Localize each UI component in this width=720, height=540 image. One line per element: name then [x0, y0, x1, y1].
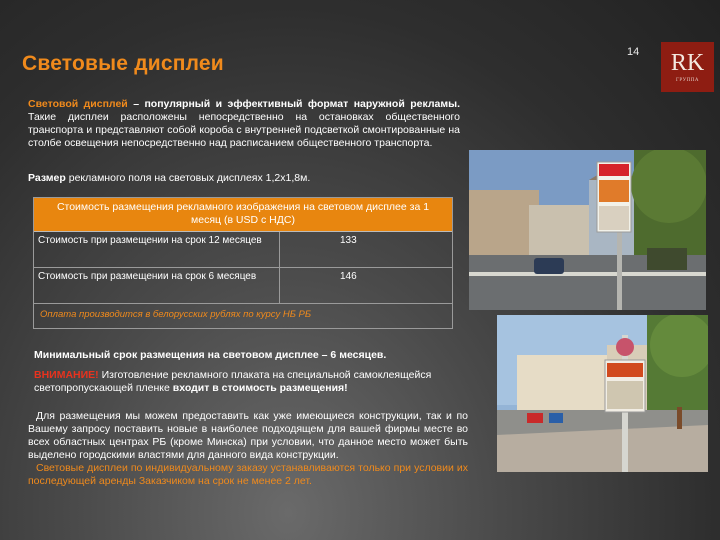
size-term: Размер — [28, 172, 66, 184]
row-value-12-months: 133 — [340, 235, 357, 246]
attention-label: ВНИМАНИЕ! — [34, 369, 99, 381]
row-label-6-months: Стоимость при размещении на срок 6 месяцев — [34, 268, 280, 303]
minimum-term: Минимальный срок размещения на световом дисплее – 6 месяцев. — [34, 349, 387, 361]
size-line — [28, 172, 460, 185]
logo-subtitle: ГРУППА — [676, 78, 699, 83]
payment-note: Оплата производится в белорусских рублях по курсу НБ РБ — [40, 309, 312, 320]
closing-text — [28, 410, 468, 488]
street-display-photo-2 — [497, 315, 708, 472]
attention-text: Изготовление рекламного плаката на специальной самоклеящейся светопропускающей пленке — [34, 369, 432, 394]
slide-title: Световые дисплеи — [22, 52, 224, 75]
street-display-photo-1 — [469, 150, 706, 310]
table-row — [34, 268, 452, 304]
intro-body: Такие дисплеи расположены непосредственно на остановках общественного транспорта и представляют собой короба с внутренней подсветкой смонтированные на столбе освещения непосредственно над расписанием общественного транспорта. — [28, 111, 460, 149]
logo-letters: RK — [670, 50, 705, 76]
closing-paragraph-1: Для размещения мы можем предоставить как уже имеющиеся конструкции, так и по Вашему запросу поставить новые в наиболее подходящем для вашей фирмы месте во всех областных центрах РБ (кроме Минска) при условии, что данное место может быть выделено городскими властями для данного вида конструкции. — [28, 410, 468, 461]
row-value-6-months: 146 — [340, 271, 357, 282]
size-text: рекламного поля на световых дисплеях 1,2х1,8м. — [65, 172, 311, 184]
attention-bold-tail: входит в стоимость размещения! — [172, 382, 348, 394]
page-number: 14 — [627, 46, 640, 58]
price-table — [33, 197, 453, 329]
attention-notice — [34, 369, 474, 395]
table-row — [34, 232, 452, 268]
intro-term: Световой дисплей — [28, 98, 128, 110]
closing-paragraph-2: Световые дисплеи по индивидуальному заказу устанавливаются только при условии их последующей аренды Заказчиком на срок не менее 2 лет. — [28, 462, 468, 487]
intro-paragraph — [28, 98, 460, 150]
row-label-12-months: Стоимость при размещении на срок 12 месяцев — [34, 232, 280, 267]
price-table-header: Стоимость размещения рекламного изображения на световом дисплее за 1 месяц (в USD с НДС) — [34, 198, 452, 232]
company-logo — [661, 42, 714, 92]
intro-lead: – популярный и эффективный формат наружной рекламы. — [127, 98, 460, 110]
